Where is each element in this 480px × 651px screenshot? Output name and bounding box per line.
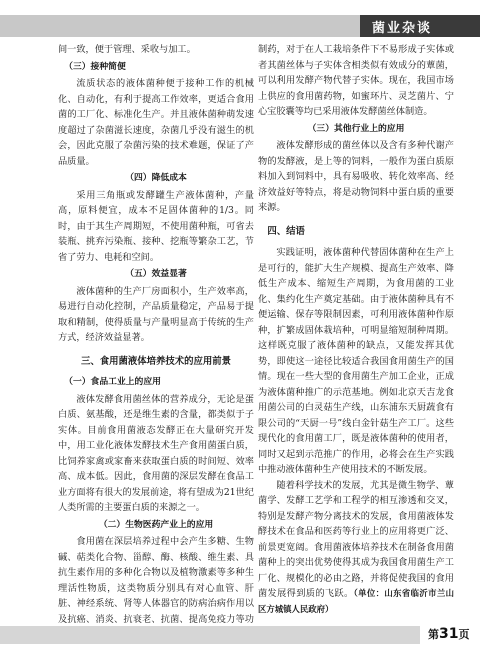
page-prefix: 第 (428, 628, 439, 641)
page-suffix: 页 (458, 628, 470, 641)
paragraph: 液体发酵形成的菌丝体以及含有多种代谢产物的发酵液，是上等的饲料，一般作为蛋白质原料加入到饲料中，具有易吸收、转化效率高、经济效益好等特点，将是动物饲料中蛋白质的重要来源。 (258, 140, 454, 213)
subheading: （三）接种简便 (64, 61, 126, 72)
column-title: 菌业杂谈 (372, 21, 433, 36)
paragraph: 液体菌种的生产厂房面积小，生产效率高，易进行自动化控制，产品质量稳定，产品易于提取和精制，使得质量与产量明显高于传统的生产方式，经济效益显著。 (58, 285, 254, 343)
left-column (58, 42, 254, 643)
paragraph: 间一致，便于管理、采收与加工。 (58, 44, 196, 55)
subheading: （二）生物医药产业上的应用 (98, 519, 214, 530)
paragraph: 采用三角瓶或发酵罐生产液体菌种，产量高，原料便宜，成本不足固体菌种的1/3。同时，由于其生产周期短，不使用菌种瓶，可省去装瓶、挑弃污染瓶、接种、挖瓶等繁杂工艺，节省了劳力、电耗和空间。 (58, 189, 254, 263)
page-number (428, 626, 469, 642)
paragraph (258, 478, 454, 618)
paragraph: 制药，对于在人工栽培条件下不易形成子实体或者其菌丝体与子实体含相类似有效成分的蕈菌，可以利用发酵产物代替子实体。现在，我国市场上供应的食用菌药物，如蜜环片、灵芝菌片、宁心宝胶囊等均已采用液体发酵菌丝体制造。 (258, 44, 454, 117)
footer-band (0, 626, 480, 644)
paragraph: 液体发酵食用菌丝体的营养成分，无论是蛋白质、氨基酸，还是维生素的含量，都类似于子实体。目前食用菌液态发酵正在大量研究开发中，用工业化液体发酵技术生产食用菌蛋白质，比饲养家禽或家畜来获取蛋白质的时间短、效率高、成本低。因此，食用菌的深层发酵在食品工业方面将有很大的发展前途，将有望成为21世纪人类所需的主要蛋白质的来源之一。 (58, 393, 254, 513)
subheading: （五）效益显著 (125, 269, 187, 279)
page-number-value: 31 (439, 626, 459, 642)
section-heading: 三、食用菌液体培养技术的应用前景 (80, 355, 231, 367)
paragraph: 食用菌在深层培养过程中会产生多糖、生物碱、萜类化合物、甾醇、酶、核酸、维生素、具抗生素作用的多种化合物以及植物激素等多种生理活性物质，这类物质分别具有对心血管、肝脏、神经系统、肾等人体器官的防病治病作用以及抗癌、消炎、抗衰老、抗菌、提高免疫力等功 (58, 536, 254, 625)
author-affiliation: （单位：山东省临沂市兰山区方城镇人民政府） (258, 588, 455, 614)
right-column (258, 42, 454, 617)
subheading: （四）降低成本 (125, 173, 187, 183)
section-heading: 四、结语 (267, 225, 305, 237)
paragraph-text: 随着科学技术的发展，尤其是微生物学、蕈菌学、发酵工艺学和工程学的相互渗透和交叉，特别是发酵产物分离技术的发展，食用菌液体发酵技术在食品和医药等行业上的应用将更广泛、前景更宽阔。食用菌液体培养技术在制备食用菌菌种上的突出优势使得其成为我国食用菌生产工厂化、规模化的必由之路，并将促使我国的食用菌发展得到质的飞跃。 (258, 479, 454, 599)
paragraph: 实践证明，液体菌种代替固体菌种在生产上是可行的，能扩大生产规模、提高生产效率、降低生产成本、缩短生产周期，为食用菌的工业化、集约化生产奠定基础。由于液体菌种具有不便运输、保存等限制因素，可利用液体菌种作原种，扩繁成固体栽培种，可明显缩短制种周期。这样既克服了液体菌种的缺点，又能发挥其优势，即使这一途径比较适合我国食用菌生产的国情。现在一些大型的食用菌生产加工企业，正成为液体菌种推广的示范基地。例如北京天吉龙食用菌公司的白灵菇生产线，山东浦东天厨蔬食有限公司的“天厨一号”线白金针菇生产工厂。这些现代化的食用菌工厂，既是液体菌种的使用者，同时又起到示范推广的作用，必将会在生产实践中推动液体菌种生产使用技术的不断发展。 (258, 247, 454, 475)
header-band (0, 15, 360, 37)
subheading: （一）食品工业上的应用 (64, 377, 161, 387)
subheading: （三）其他行业上的应用 (307, 123, 405, 134)
paragraph: 流质状态的液体菌种便于接种工作的机械化、自动化，有利于提高工作效率，更适合食用菌的工厂化、标准化生产。并且液体菌种萌发速度超过了杂菌滋长速度，杂菌几乎没有滋生的机会，因此克服了杂菌污染的技术难题，保证了产品质量。 (58, 78, 254, 167)
